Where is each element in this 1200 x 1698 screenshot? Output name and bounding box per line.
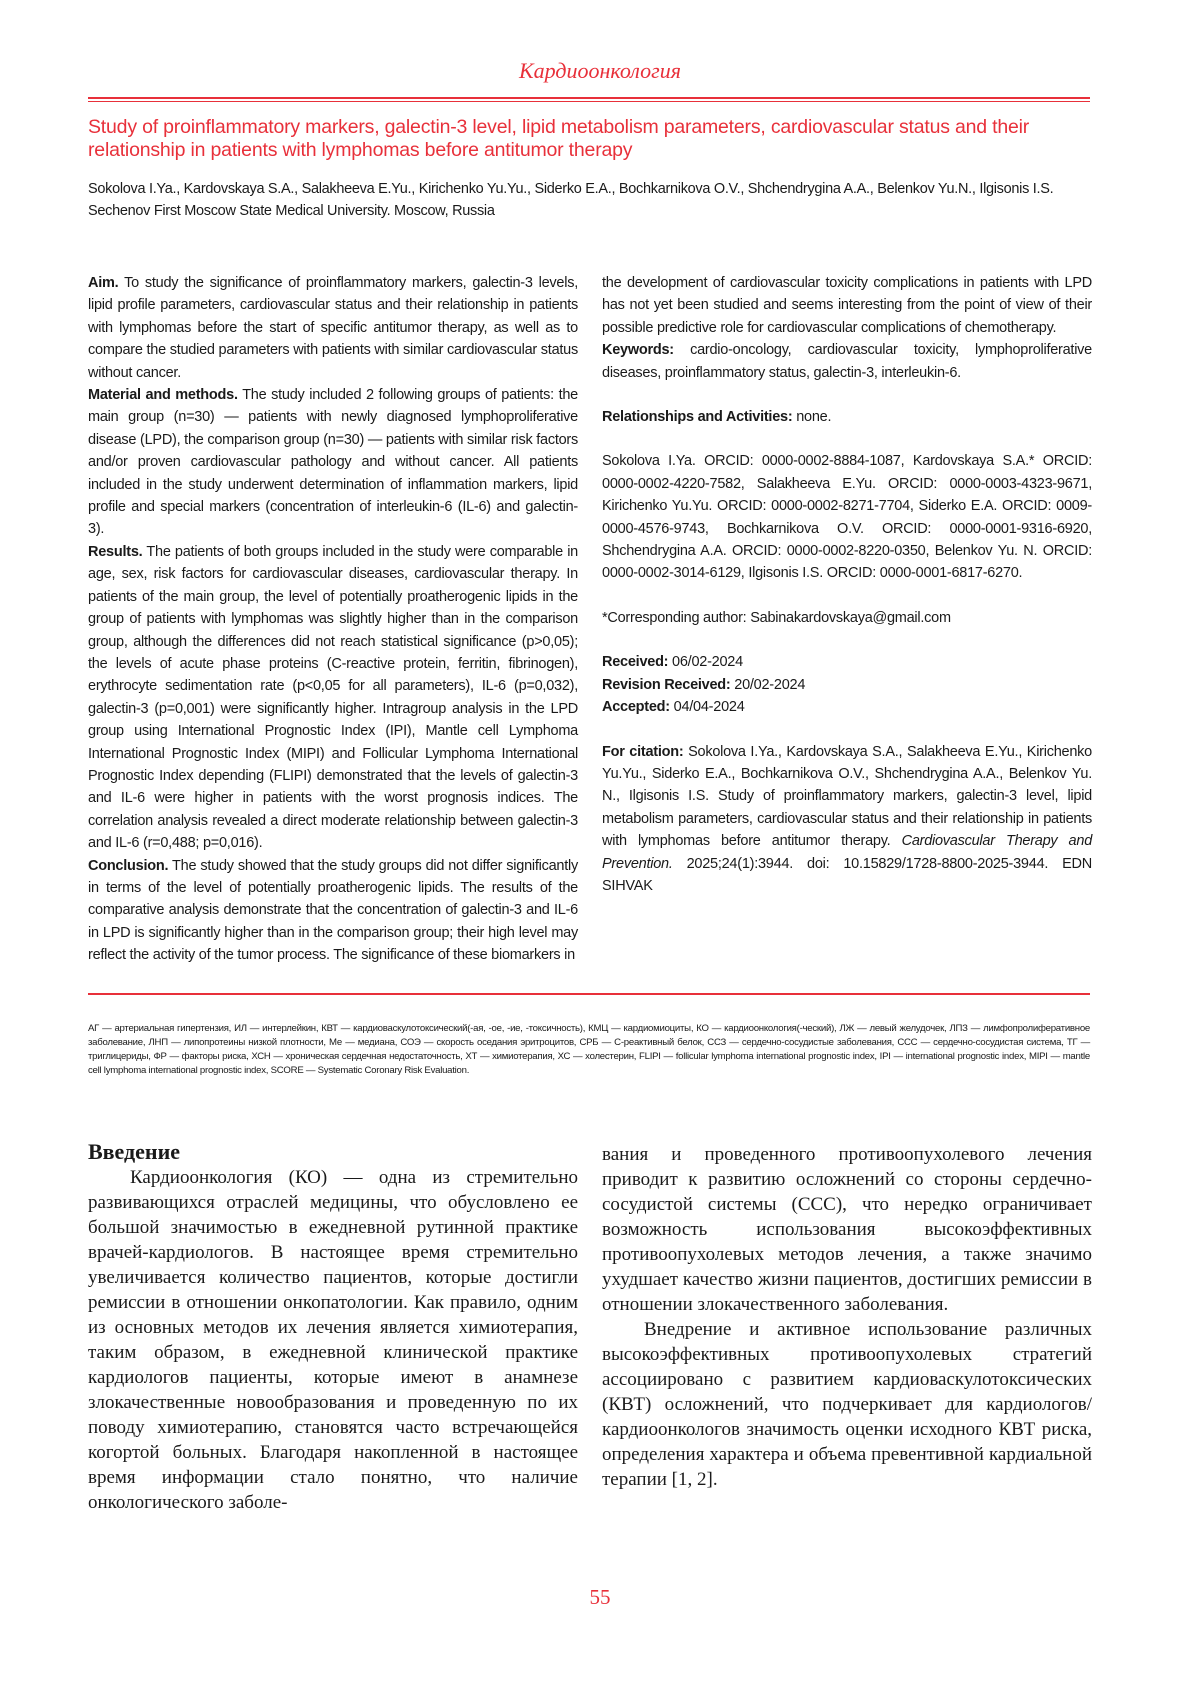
methods-label: Material and methods.: [88, 387, 238, 403]
affiliation: Sechenov First Moscow State Medical University. Moscow, Russia: [88, 200, 1098, 222]
author-block: [88, 178, 1098, 222]
keywords-text: cardio-oncology, cardiovascular toxicity, lymphoproliferative diseases, proinflammatory status, galectin-3, interleukin-6.: [602, 342, 1092, 380]
revision-label: Revision Received:: [602, 677, 730, 693]
relationships-text: none.: [792, 409, 831, 425]
abstract-aim: [88, 272, 578, 384]
abstract-results: [88, 541, 578, 855]
citation-journal: Cardiovascular Therapy and Prevention.: [602, 833, 1092, 871]
citation-label: For citation:: [602, 744, 683, 760]
abstract-methods: [88, 384, 578, 541]
revision-value: 20/02-2024: [730, 677, 805, 693]
header-rule: [88, 97, 1090, 99]
results-text: The patients of both groups included in the study were comparable in age, sex, risk factors for cardiovascular diseases, cardiovascular therapy. In patients of the main group, the level of potentially proatherogenic lipids in the group of patients with lymphomas was slightly higher than in the comparison group, although the differences did not reach statistical significance (p>0,05); the levels of acute phase proteins (C-reactive protein, ferritin, fibrinogen), erythrocyte sedimentation rate (p<0,05 for all parameters), IL-6 (p=0,032), galectin-3 (p=0,001) were significantly higher. Intragroup analysis in the LPD group using International Prognostic Index (IPI), Mantle cell Lymphoma International Prognostic Index (MIPI) and Follicular Lymphoma International Prognostic Index depending (FLIPI) demonstrated that the levels of galectin-3 and IL-6 were higher in patients with the worst prognosis indices. The correlation analysis revealed a direct moderate relationship between galectin-3 and IL-6 (r=0,488; p=0,016).: [88, 544, 578, 851]
article-title: Study of proinflammatory markers, galectin-3 level, lipid metabolism parameters, cardiovascular status and their relationship in patients with lymphomas before antitumor therapy: [88, 116, 1098, 162]
aim-label: Aim.: [88, 275, 118, 291]
conclusion-text: The study showed that the study groups did not differ significantly in terms of the level of potentially proatherogenic lipids. The results of the comparative analysis demonstrate that the concentration of galectin-3 and IL-6 in LPD is significantly higher than in the comparison group; their high level may reflect the activity of the tumor process. The significance of these biomarkers in: [88, 858, 578, 964]
authors: Sokolova I.Ya., Kardovskaya S.A., Salakheeva E.Yu., Kirichenko Yu.Yu., Siderko E.A., Bochkarnikova O.V., Shchendrygina A.A., Belenkov Yu.N., Ilgisonis I.S.: [88, 178, 1098, 200]
abstract-right-column: [602, 272, 1092, 897]
keywords-label: Keywords:: [602, 342, 674, 358]
results-label: Results.: [88, 544, 142, 560]
page-number: 55: [0, 1585, 1200, 1610]
abstract-conclusion: [88, 855, 578, 967]
accepted-label: Accepted:: [602, 699, 670, 715]
received-value: 06/02-2024: [668, 654, 743, 670]
accepted-date: [602, 696, 1092, 718]
intro-paragraph: Внедрение и активное использование различных высокоэффективных противоопухолевых стратегий ассоциировано с развитием кардиоваскулотоксических (КВТ) осложнений, что подчеркивает для кардиологов/кардиоонкологов значимость оценки исходного КВТ риска, определения характера и объема превентивной кардиальной терапии [1, 2].: [602, 1317, 1092, 1492]
accepted-value: 04/04-2024: [670, 699, 745, 715]
running-head: Кардиоонкология: [0, 58, 1200, 84]
relationships-label: Relationships and Activities:: [602, 409, 792, 425]
intro-left-column: [88, 1138, 578, 1515]
corresponding-author: *Corresponding author: Sabinakardovskaya@gmail.com: [602, 607, 1092, 629]
abstract-bottom-rule: [88, 993, 1090, 995]
received-date: [602, 651, 1092, 673]
methods-text: The study included 2 following groups of patients: the main group (n=30) — patients with newly diagnosed lymphoproliferative disease (LPD), the comparison group (n=30) — patients with similar risk factors and/or proven cardiovascular pathology and without cancer. All patients included in the study underwent determination of inflammation markers, lipid profile and special markers (concentration of interleukin-6 (IL-6) and galectin-3).: [88, 387, 578, 537]
conclusion-label: Conclusion.: [88, 858, 168, 874]
abbreviations: АГ — артериальная гипертензия, ИЛ — интерлейкин, КВТ — кардиоваскулотоксический(-ая, -ое, -ие, -токсичность), КМЦ — кардиомиоциты, КО — кардиоонкология(-ческий), ЛЖ — левый желудочек, ЛПЗ — лимфопролиферативное заболевание, ЛНП — липопротеины низкой плотности, Ме — медиана, СОЭ — скорость оседания эритроцитов, СРБ — С-реактивный белок, ССЗ — сердечно-сосудистые заболевания, ССС — сердечно-сосудистая система, ТГ — триглицериды, ФР — факторы риска, ХСН — хроническая сердечная недостаточность, ХТ — химиотерапия, ХС — холестерин, FLIPI — follicular lymphoma international prognostic index, IPI — international prognostic index, MIPI — mantle cell lymphoma international prognostic index, SCORE — Systematic Coronary Risk Evaluation.: [88, 1022, 1090, 1078]
abstract-left-column: [88, 272, 578, 967]
citation-text: Sokolova I.Ya., Kardovskaya S.A., Salakheeva E.Yu., Kirichenko Yu.Yu., Siderko E.A., Bochkarnikova O.V., Shchendrygina A.A., Belenkov Yu. N., Ilgisonis I.S. Study of proinflammatory markers, galectin-3 level, lipid metabolism parameters, cardiovascular status and their relationship in patients with lymphomas before antitumor therapy.: [602, 744, 1092, 850]
aim-text: To study the significance of proinflammatory markers, galectin-3 levels, lipid profile parameters, cardiovascular status and their relationship in patients with lymphomas before the start of specific antitumor therapy, as well as to compare the studied parameters with patients with similar cardiovascular status without cancer.: [88, 275, 578, 381]
intro-paragraph: Кардиоонкология (КО) — одна из стремительно развивающихся отраслей медицины, что обусловлено ее большой значимостью в ежедневной рутинной практике врачей-кардиологов. В настоящее время стремительно увеличивается количество пациентов, которые достигли ремиссии в отношении онкопатологии. Как правило, одним из основных методов их лечения является химиотерапия, таким образом, в ежедневной клинической практике кардиологов пациенты, которые имеют в анамнезе злокачественные новообразования и проведенную по их поводу химиотерапию, становятся часто встречающейся когортой больных. Благодаря накопленной в настоящее время информации стало понятно, что наличие онкологического заболе-: [88, 1165, 578, 1515]
conclusion-text-continued: the development of cardiovascular toxicity complications in patients with LPD has not yet been studied and seems interesting from the point of view of their possible predictive role for cardiovascular complications of chemotherapy.: [602, 272, 1092, 339]
intro-heading: Введение: [88, 1138, 578, 1165]
received-label: Received:: [602, 654, 668, 670]
intro-right-column: [602, 1142, 1092, 1492]
relationships: [602, 406, 1092, 428]
citation: [602, 741, 1092, 898]
citation-doi: 2025;24(1):3944. doi: 10.15829/1728-8800-2025-3944. EDN SIHVAK: [602, 856, 1092, 894]
revision-date: [602, 674, 1092, 696]
intro-paragraph-continued: вания и проведенного противоопухолевого лечения приводит к развитию осложнений со стороны сердечно-сосудистой системы (ССС), что нередко ограничивает возможность использования высокоэффективных противоопухолевых методов лечения, а также значимо ухудшает качество жизни пациентов, достигших ремиссии в отношении злокачественного заболевания.: [602, 1142, 1092, 1317]
abstract-keywords: [602, 339, 1092, 384]
orcid-list: Sokolova I.Ya. ORCID: 0000-0002-8884-1087, Kardovskaya S.A.* ORCID: 0000-0002-4220-7582, Salakheeva E.Yu. ORCID: 0000-0003-4323-9671, Kirichenko Yu.Yu. ORCID: 0000-0002-8271-7704, Siderko E.A. ORCID: 0009-0000-4576-9743, Bochkarnikova O.V. ORCID: 0000-0001-9316-6920, Shchendrygina A.A. ORCID: 0000-0002-8220-0350, Belenkov Yu. N. ORCID: 0000-0002-3014-6129, Ilgisonis I.S. ORCID: 0000-0001-6817-6270.: [602, 450, 1092, 584]
header-rule-thin: [88, 101, 1090, 102]
